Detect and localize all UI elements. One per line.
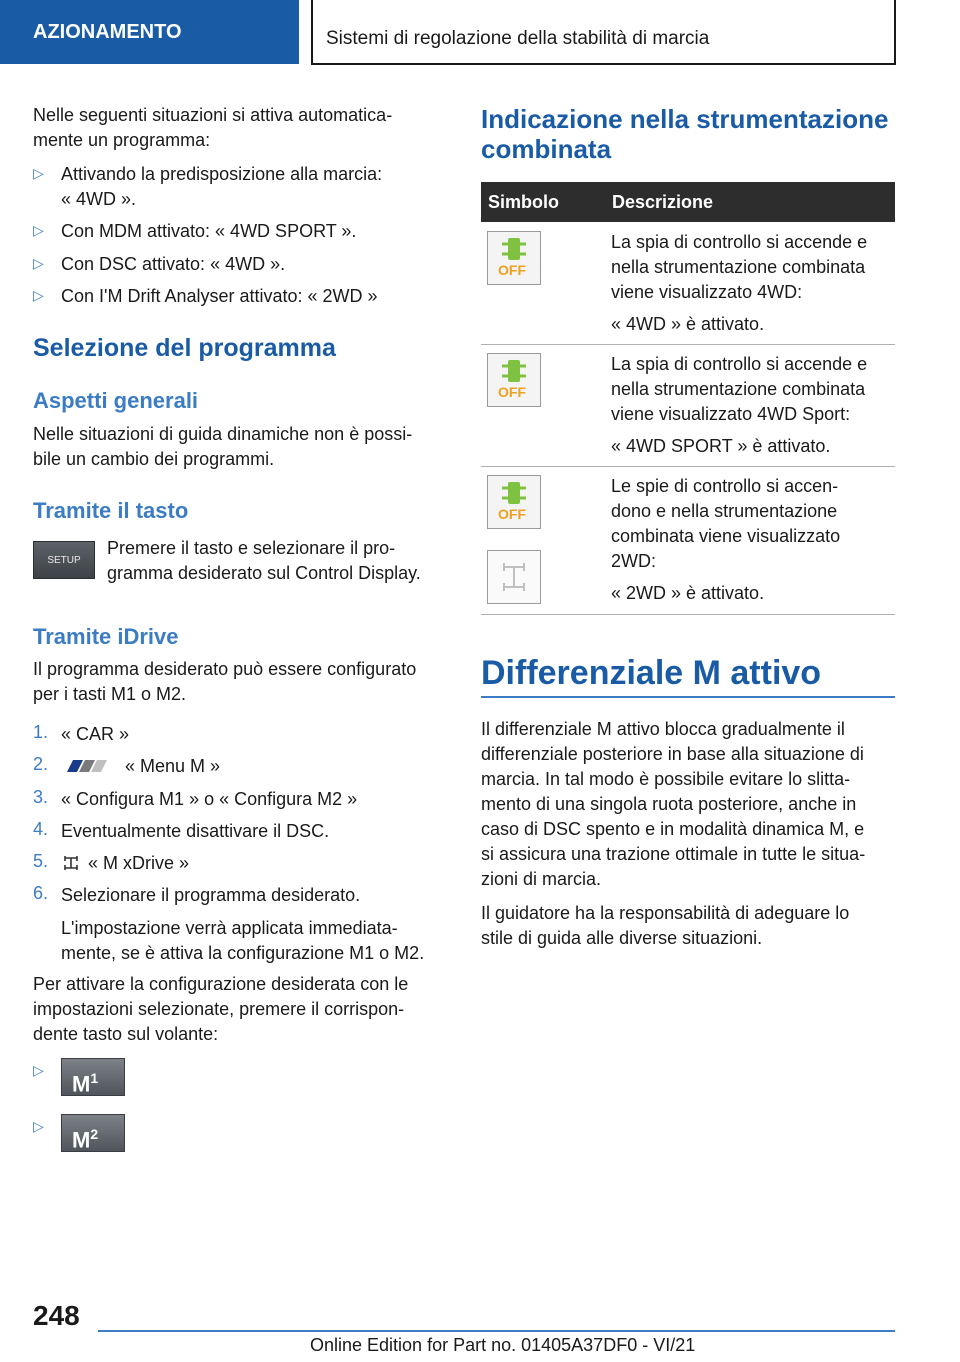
heading-indicazione-1: Indicazione nella strumentazione	[481, 104, 889, 134]
heading-idrive: Tramite iDrive	[33, 624, 179, 649]
4wd-off-icon: OFF	[487, 231, 541, 285]
step-text: « Configura M1 » o « Configura M2 »	[61, 789, 358, 809]
4wd-sport-off-icon: OFF	[487, 353, 541, 407]
m-stripes-icon	[61, 758, 117, 774]
page-number: 248	[33, 1300, 80, 1331]
header-divider	[311, 0, 313, 64]
step-number: 2.	[33, 754, 49, 774]
intro-line-2: mente un programma:	[33, 130, 211, 150]
step-text: « Menu M »	[125, 756, 221, 776]
triangle-bullet-icon: ▷	[33, 287, 44, 303]
header-underline	[311, 63, 896, 65]
triangle-bullet-icon: ▷	[33, 165, 44, 181]
step-text: « M xDrive »	[88, 853, 190, 873]
m2-button-icon: $M^2$	[61, 1114, 125, 1152]
chapter-title: Sistemi di regolazione della stabilità di marcia	[326, 28, 710, 49]
footer-rule	[98, 1330, 895, 1332]
auto-program-list	[33, 162, 443, 312]
triangle-bullet-icon: ▷	[33, 1062, 44, 1078]
step-number: 5.	[33, 851, 49, 871]
edition-text: Online Edition for Part no. 01405A37DF0 - VI/21	[310, 1335, 696, 1355]
xdrive-axle-icon	[63, 854, 79, 872]
bullet-text: Attivando la predisposizione alla marcia:	[61, 164, 383, 184]
heading-tasto: Tramite il tasto	[33, 498, 189, 523]
step-number: 6.	[33, 883, 49, 903]
config-line-1: Per attivare la configurazione desiderata con le	[33, 974, 409, 994]
table-divider	[481, 466, 895, 467]
heading-selezione: Selezione del programma	[33, 334, 336, 362]
header-right-border	[894, 0, 896, 65]
step-text: Selezionare il programma desiderato.	[61, 885, 361, 905]
idrive-line-2: per i tasti M1 o M2.	[33, 684, 187, 704]
config-line-3: dente tasto sul volante:	[33, 1024, 219, 1044]
setup-button-icon: SETUP	[33, 541, 95, 579]
config-line-2: impostazioni selezionate, premere il corrispon-	[33, 999, 405, 1019]
tasto-line-1: Premere il tasto e selezionare il pro-	[107, 538, 396, 558]
triangle-bullet-icon: ▷	[33, 222, 44, 238]
aspetti-line-2: bile un cambio dei programmi.	[33, 449, 275, 469]
2wd-off-icon: OFF	[487, 475, 541, 529]
idrive-line-1: Il programma desiderato può essere configurato	[33, 659, 417, 679]
bullet-text: Con DSC attivato: « 4WD ».	[61, 254, 286, 274]
triangle-bullet-icon: ▷	[33, 1118, 44, 1134]
heading-indicazione-2: combinata	[481, 134, 612, 164]
page-header	[0, 0, 960, 68]
step-note: L'impostazione verrà applicata immediata-	[61, 918, 398, 938]
table-divider	[481, 344, 895, 345]
heading-differenziale: Differenziale M attivo	[481, 654, 822, 692]
triangle-bullet-icon: ▷	[33, 255, 44, 271]
step-note: mente, se è attiva la configurazione M1 o M2.	[61, 943, 425, 963]
section-rule	[481, 696, 895, 698]
col-symbol: Simbolo	[488, 192, 559, 212]
col-description: Descrizione	[612, 192, 714, 212]
2wd-axle-icon	[487, 550, 541, 604]
step-text: « CAR »	[61, 724, 130, 744]
table-divider	[481, 614, 895, 615]
m1-button-icon: $M^1$	[61, 1058, 125, 1096]
step-number: 4.	[33, 819, 49, 839]
step-text: Eventualmente disattivare il DSC.	[61, 821, 330, 841]
step-number: 1.	[33, 722, 49, 742]
bullet-text: Con MDM attivato: « 4WD SPORT ».	[61, 221, 357, 241]
step-number: 3.	[33, 787, 49, 807]
bullet-text: « 4WD ».	[61, 189, 137, 209]
aspetti-line-1: Nelle situazioni di guida dinamiche non è possi-	[33, 424, 413, 444]
intro-line-1: Nelle seguenti situazioni si attiva automatica-	[33, 105, 393, 125]
idrive-steps	[33, 722, 448, 962]
table-header	[481, 182, 895, 222]
heading-aspetti: Aspetti generali	[33, 388, 199, 413]
tasto-line-2: gramma desiderato sul Control Display.	[107, 563, 421, 583]
bullet-text: Con I'M Drift Analyser attivato: « 2WD »	[61, 286, 378, 306]
section-tab: AZIONAMENTO	[0, 0, 299, 64]
